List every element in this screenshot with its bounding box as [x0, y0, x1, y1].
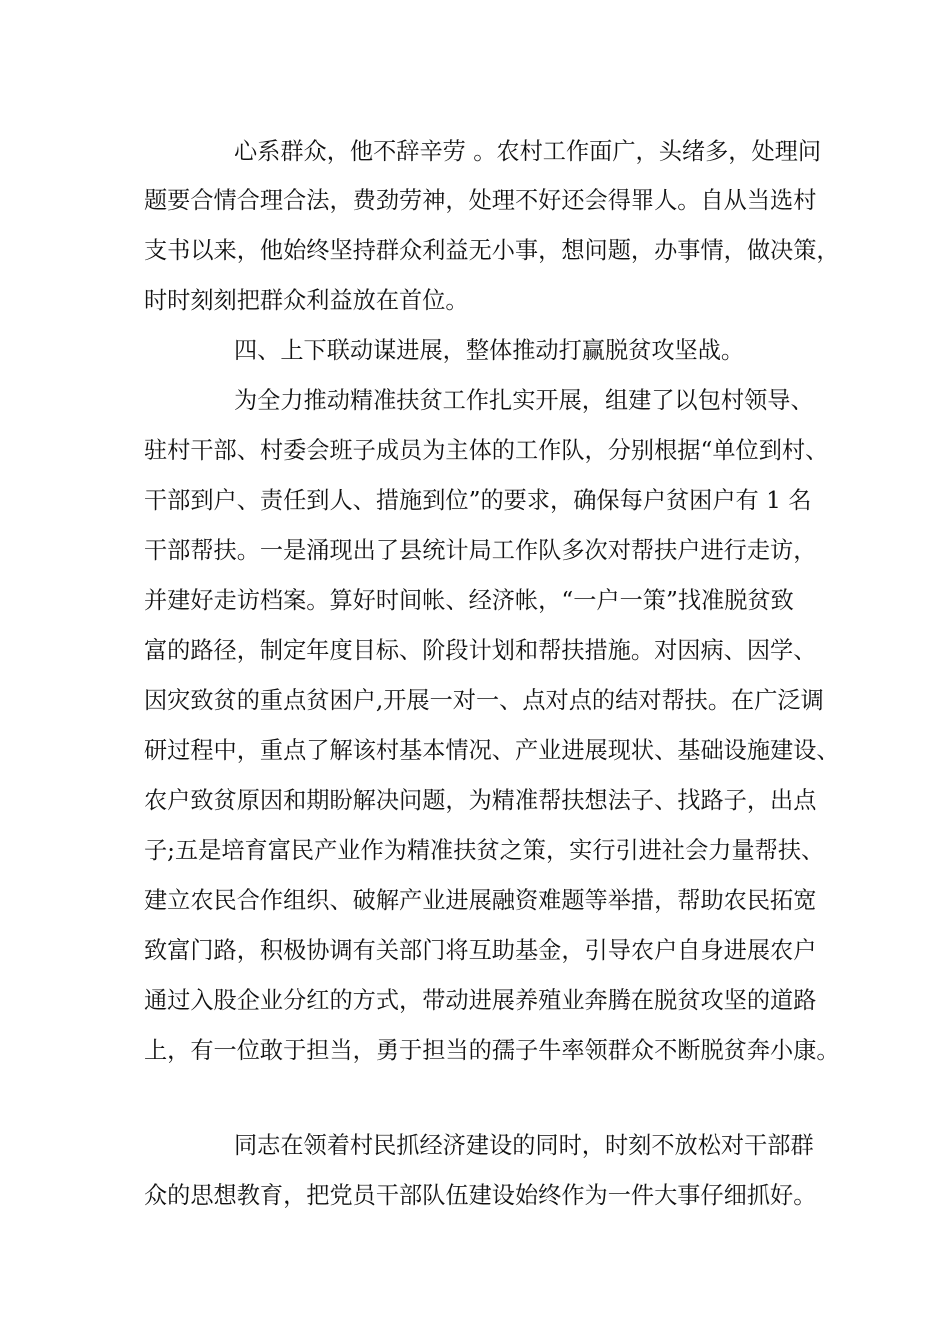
text-line: 题要合情合理合法，费劲劳神，处理不好还会得罪人。自从当选村 [144, 187, 817, 214]
text-line: 建立农民合作组织、破解产业进展融资难题等举措，帮助农民拓宽 [144, 887, 817, 914]
text-line: 富的路径，制定年度目标、阶段计划和帮扶措施。对因病、因学、 [144, 637, 817, 664]
text-line: 并建好走访档案。算好时间帐、经济帐，“一户一策”找准脱贫致 [144, 587, 794, 614]
text-line: 研过程中，重点了解该村基本情况、产业进展现状、基础设施建设、 [144, 737, 840, 764]
text-line: 支书以来，他始终坚持群众利益无小事，想问题，办事情，做决策， [144, 237, 840, 264]
text-line: 通过入股企业分红的方式，带动进展养殖业奔腾在脱贫攻坚的道路 [144, 987, 817, 1014]
section-heading: 四、上下联动谋进展，整体推动打赢脱贫攻坚战。 [234, 337, 745, 364]
text-line: 因灾致贫的重点贫困户,开展一对一、点对点的结对帮扶。在广泛调 [144, 687, 824, 714]
text-line: 干部帮扶。一是涌现出了县统计局工作队多次对帮扶户进行走访， [144, 537, 817, 564]
text-line: 上，有一位敢于担当，勇于担当的孺子牛率领群众不断脱贫奔小康。 [144, 1037, 840, 1064]
text-line: 为全力推动精准扶贫工作扎实开展，组建了以包村领导、 [234, 387, 814, 414]
text-line: 心系群众，他不辞辛劳 。农村工作面广，头绪多，处理问 [234, 138, 822, 165]
text-line: 时时刻刻把群众利益放在首位。 [144, 287, 469, 314]
text-line: 众的思想教育，把党员干部队伍建设始终作为一件大事仔细抓好。 [144, 1182, 817, 1209]
text-line: 驻村干部、村委会班子成员为主体的工作队，分别根据“单位到村、 [144, 437, 829, 464]
text-line: 农户致贫原因和期盼解决问题，为精准帮扶想法子、找路子，出点 [144, 787, 817, 814]
text-line: 干部到户、责任到人、措施到位”的要求，确保每户贫困户有 1 名 [144, 487, 812, 514]
text-line: 致富门路，积极协调有关部门将互助基金，引导农户自身进展农户 [144, 937, 817, 964]
text-line: 子;五是培育富民产业作为精准扶贫之策，实行引进社会力量帮扶、 [144, 837, 825, 864]
text-line: 同志在领着村民抓经济建设的同时，时刻不放松对干部群 [234, 1132, 814, 1159]
